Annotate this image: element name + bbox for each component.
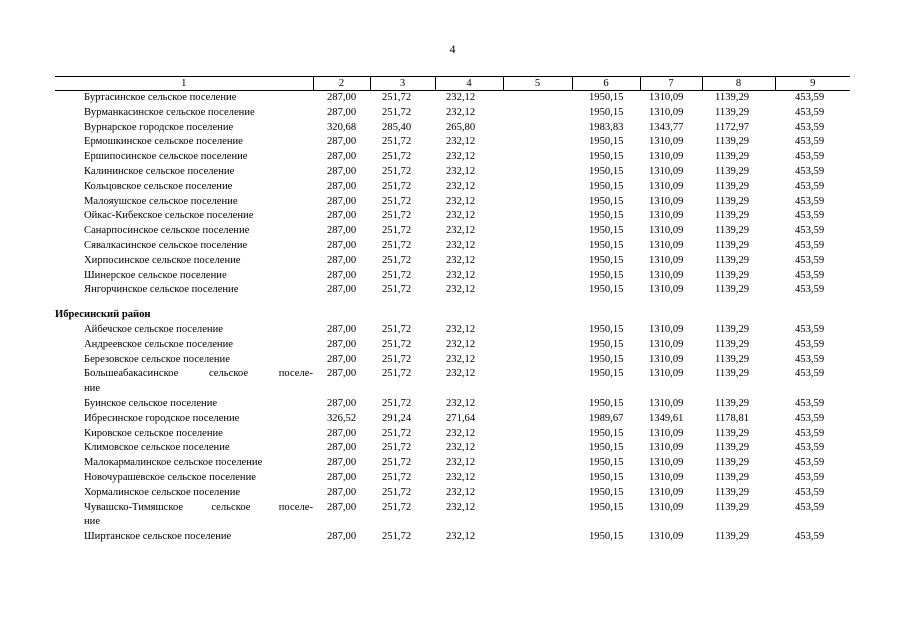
table-cell: 453,59 xyxy=(795,106,825,118)
table-cell: 1950,15 xyxy=(589,397,624,409)
table-cell: 287,00 xyxy=(327,368,357,380)
table-cell: 1139,29 xyxy=(715,225,750,237)
table-cell: 1310,09 xyxy=(649,92,684,103)
table-cell: 1139,29 xyxy=(715,106,750,118)
settlement-name: Вурнарское городское поселение xyxy=(84,121,234,133)
table-cell: 453,59 xyxy=(795,121,825,133)
settlement-name: Ширтанское сельское поселение xyxy=(84,531,232,543)
table-cell: 232,12 xyxy=(446,338,476,350)
table-row xyxy=(55,195,850,210)
table-cell: 453,59 xyxy=(795,165,825,177)
table-cell: 453,59 xyxy=(795,254,825,266)
table-cell: 1310,09 xyxy=(649,106,684,118)
settlement-name: Кольцовское сельское поселение xyxy=(84,180,233,192)
table-cell: 1950,15 xyxy=(589,151,624,163)
table-cell xyxy=(503,224,572,239)
table-cell: 1139,29 xyxy=(715,239,750,251)
table-cell: 232,12 xyxy=(446,486,476,498)
table-cell: 232,12 xyxy=(446,92,476,103)
spacer-row xyxy=(55,298,850,308)
table-row xyxy=(55,323,850,338)
table-cell: 232,12 xyxy=(446,151,476,163)
table-cell: 453,59 xyxy=(795,180,825,192)
table-cell: 232,12 xyxy=(446,353,476,365)
table-row xyxy=(55,180,850,195)
table-cell xyxy=(503,338,572,353)
table-cell: 287,00 xyxy=(327,427,357,439)
table-cell: 1139,29 xyxy=(715,195,750,207)
table-cell: 453,59 xyxy=(795,92,825,103)
table-cell: 287,00 xyxy=(327,501,357,513)
settlement-name: Андреевское сельское поселение xyxy=(84,338,233,350)
table-cell: 1139,29 xyxy=(715,136,750,148)
table-cell: 232,12 xyxy=(446,368,476,380)
table-row xyxy=(55,397,850,412)
table-cell: 1310,09 xyxy=(649,239,684,251)
table-cell: 287,00 xyxy=(327,239,357,251)
table-cell: 1139,29 xyxy=(715,254,750,266)
settlement-name: Климовское сельское поселение xyxy=(84,442,230,454)
column-header: 4 xyxy=(435,77,503,91)
table-row xyxy=(55,441,850,456)
table-cell: 1139,29 xyxy=(715,210,750,222)
column-header: 7 xyxy=(640,77,702,91)
table-cell: 1139,29 xyxy=(715,353,750,365)
settlement-name-line: Большеабакасинское сельское поселе- xyxy=(84,368,313,380)
settlement-name-line: ние xyxy=(84,516,101,528)
table-cell: 1349,61 xyxy=(649,412,684,424)
table-cell: 1310,09 xyxy=(649,323,684,335)
table-cell: 1950,15 xyxy=(589,486,624,498)
settlement-name: Новочурашевское сельское поселение xyxy=(84,471,256,483)
table-cell xyxy=(503,501,572,531)
table-cell: 1310,09 xyxy=(649,442,684,454)
settlement-name: Хормалинское сельское поселение xyxy=(84,486,241,498)
table-row xyxy=(55,353,850,368)
table-row xyxy=(55,106,850,121)
table-cell xyxy=(503,486,572,501)
settlement-name: Ершипосинское сельское поселение xyxy=(84,151,248,163)
table-cell: 453,59 xyxy=(795,239,825,251)
table-cell: 251,72 xyxy=(382,136,412,148)
table-cell: 1950,15 xyxy=(589,338,624,350)
table-cell: 251,72 xyxy=(382,353,412,365)
table-cell: 287,00 xyxy=(327,531,357,543)
table-cell: 232,12 xyxy=(446,442,476,454)
table-cell: 1950,15 xyxy=(589,442,624,454)
table-cell: 1950,15 xyxy=(589,501,624,513)
table-cell xyxy=(503,195,572,210)
table-cell: 1310,09 xyxy=(649,531,684,543)
settlement-name: Ибресинское городское поселение xyxy=(84,412,240,424)
table-cell: 1310,09 xyxy=(649,180,684,192)
table-cell: 251,72 xyxy=(382,368,412,380)
table-cell: 1983,83 xyxy=(589,121,624,133)
data-table xyxy=(55,76,850,545)
table-cell: 251,72 xyxy=(382,338,412,350)
table-cell: 453,59 xyxy=(795,353,825,365)
table-cell xyxy=(503,135,572,150)
table-cell: 251,72 xyxy=(382,151,412,163)
table-cell xyxy=(503,530,572,545)
table-cell: 232,12 xyxy=(446,397,476,409)
table-cell: 1950,15 xyxy=(589,239,624,251)
table-cell: 251,72 xyxy=(382,323,412,335)
table-cell: 232,12 xyxy=(446,501,476,513)
table-cell: 1310,09 xyxy=(649,397,684,409)
table-cell: 251,72 xyxy=(382,239,412,251)
table-cell: 251,72 xyxy=(382,165,412,177)
table-cell xyxy=(503,456,572,471)
table-cell: 1950,15 xyxy=(589,254,624,266)
table-cell: 453,59 xyxy=(795,531,825,543)
table-row xyxy=(55,135,850,150)
table-cell xyxy=(503,150,572,165)
table-cell: 1139,29 xyxy=(715,442,750,454)
table-cell: 453,59 xyxy=(795,136,825,148)
table-cell: 251,72 xyxy=(382,457,412,469)
table-row xyxy=(55,501,850,531)
table-cell: 1310,09 xyxy=(649,427,684,439)
table-cell: 251,72 xyxy=(382,92,412,103)
table-cell: 287,00 xyxy=(327,210,357,222)
table-cell: 1950,15 xyxy=(589,368,624,380)
table-cell: 1139,29 xyxy=(715,397,750,409)
page-number: 4 xyxy=(449,42,456,56)
table-cell: 287,00 xyxy=(327,397,357,409)
table-cell: 232,12 xyxy=(446,323,476,335)
table-cell: 1950,15 xyxy=(589,106,624,118)
table-cell: 287,00 xyxy=(327,442,357,454)
table-cell: 232,12 xyxy=(446,225,476,237)
column-header: 8 xyxy=(702,77,775,91)
table-row xyxy=(55,150,850,165)
table-cell: 287,00 xyxy=(327,195,357,207)
table-cell: 453,59 xyxy=(795,225,825,237)
settlement-name: Хирпосинское сельское поселение xyxy=(84,254,241,266)
settlement-name: Вурманкасинское сельское поселение xyxy=(84,106,255,118)
table-cell: 232,12 xyxy=(446,165,476,177)
settlement-name: Малокармалинское сельское поселение xyxy=(84,457,263,469)
table-cell: 232,12 xyxy=(446,106,476,118)
table-cell xyxy=(503,254,572,269)
table-cell: 251,72 xyxy=(382,106,412,118)
table-row xyxy=(55,91,850,106)
table-cell: 1139,29 xyxy=(715,338,750,350)
table-cell: 1310,09 xyxy=(649,136,684,148)
table-cell: 1310,09 xyxy=(649,165,684,177)
settlement-name xyxy=(55,501,313,531)
table-cell: 232,12 xyxy=(446,284,476,296)
table-cell: 1310,09 xyxy=(649,210,684,222)
table-cell xyxy=(503,239,572,254)
settlement-name: Янгорчинское сельское поселение xyxy=(84,284,239,296)
table-row xyxy=(55,412,850,427)
table-cell: 1950,15 xyxy=(589,269,624,281)
settlement-name xyxy=(55,367,313,397)
settlement-name-line: Чувашско-Тимяшское сельское поселе- xyxy=(84,501,313,513)
table-cell: 453,59 xyxy=(795,471,825,483)
table-cell: 287,00 xyxy=(327,106,357,118)
table-cell: 251,72 xyxy=(382,210,412,222)
table-cell: 251,72 xyxy=(382,471,412,483)
table-cell: 1310,09 xyxy=(649,486,684,498)
table-cell: 232,12 xyxy=(446,210,476,222)
table-cell: 1310,09 xyxy=(649,284,684,296)
column-header: 6 xyxy=(572,77,640,91)
table-cell: 1950,15 xyxy=(589,225,624,237)
table-row xyxy=(55,283,850,298)
settlement-name-line: ние xyxy=(84,383,101,395)
table-cell: 453,59 xyxy=(795,338,825,350)
table-row xyxy=(55,254,850,269)
table-cell: 1310,09 xyxy=(649,225,684,237)
table-cell: 453,59 xyxy=(795,151,825,163)
table-cell: 1950,15 xyxy=(589,353,624,365)
table-cell: 251,72 xyxy=(382,427,412,439)
table-cell xyxy=(503,471,572,486)
table-cell xyxy=(503,165,572,180)
table-cell: 251,72 xyxy=(382,180,412,192)
column-header: 2 xyxy=(313,77,370,91)
table-cell xyxy=(503,121,572,136)
table-cell xyxy=(503,106,572,121)
column-header: 1 xyxy=(55,77,313,91)
table-row xyxy=(55,471,850,486)
section-title: Ибресинский район xyxy=(55,309,151,321)
table-cell: 251,72 xyxy=(382,225,412,237)
column-header: 9 xyxy=(775,77,850,91)
table-cell: 1139,29 xyxy=(715,486,750,498)
table-cell: 287,00 xyxy=(327,353,357,365)
table-cell: 232,12 xyxy=(446,180,476,192)
table-cell: 287,00 xyxy=(327,165,357,177)
table-cell: 326,52 xyxy=(327,412,357,424)
table-cell: 1310,09 xyxy=(649,151,684,163)
table-cell: 1343,77 xyxy=(649,121,684,133)
settlement-name: Буинское сельское поселение xyxy=(84,397,218,409)
table-cell: 1310,09 xyxy=(649,195,684,207)
column-header: 3 xyxy=(370,77,435,91)
table-cell: 287,00 xyxy=(327,180,357,192)
table-cell: 1310,09 xyxy=(649,457,684,469)
table-row xyxy=(55,338,850,353)
settlement-name: Ойкас-Кибекское сельское поселение xyxy=(84,210,254,222)
table-row xyxy=(55,367,850,397)
table-cell xyxy=(503,412,572,427)
table-cell: 1950,15 xyxy=(589,284,624,296)
settlement-name: Санарпосинское сельское поселение xyxy=(84,225,250,237)
table-cell: 1310,09 xyxy=(649,353,684,365)
table-cell: 251,72 xyxy=(382,195,412,207)
table-cell: 1139,29 xyxy=(715,427,750,439)
table-cell: 1139,29 xyxy=(715,323,750,335)
spacer-cell xyxy=(55,298,850,308)
table-cell: 232,12 xyxy=(446,427,476,439)
table-cell: 453,59 xyxy=(795,457,825,469)
table-cell: 287,00 xyxy=(327,338,357,350)
table-cell: 232,12 xyxy=(446,531,476,543)
table-cell xyxy=(503,353,572,368)
table-row xyxy=(55,269,850,284)
table-cell: 1178,81 xyxy=(715,412,750,424)
table-cell: 1139,29 xyxy=(715,368,750,380)
table-cell: 1139,29 xyxy=(715,165,750,177)
table-cell: 287,00 xyxy=(327,254,357,266)
table-cell: 1310,09 xyxy=(649,501,684,513)
table-cell: 1950,15 xyxy=(589,136,624,148)
table-cell: 265,80 xyxy=(446,121,476,133)
table-cell xyxy=(503,397,572,412)
table-cell: 453,59 xyxy=(795,323,825,335)
table-cell: 453,59 xyxy=(795,195,825,207)
table-cell: 1950,15 xyxy=(589,457,624,469)
table-cell: 1310,09 xyxy=(649,471,684,483)
table-row xyxy=(55,427,850,442)
table-cell: 1172,97 xyxy=(715,121,750,133)
table-cell: 287,00 xyxy=(327,471,357,483)
settlement-name: Шинерское сельское поселение xyxy=(84,269,227,281)
table-cell: 287,00 xyxy=(327,225,357,237)
table-cell: 320,68 xyxy=(327,121,357,133)
table-cell: 287,00 xyxy=(327,457,357,469)
table-cell: 251,72 xyxy=(382,284,412,296)
settlement-name: Малояушское сельское поселение xyxy=(84,195,238,207)
table-cell: 1950,15 xyxy=(589,427,624,439)
table-cell xyxy=(503,283,572,298)
settlement-name: Айбечское сельское поселение xyxy=(84,323,223,335)
table-cell: 232,12 xyxy=(446,254,476,266)
table-cell: 1950,15 xyxy=(589,195,624,207)
column-header: 5 xyxy=(503,77,572,91)
table-row xyxy=(55,121,850,136)
table-cell: 453,59 xyxy=(795,284,825,296)
table-cell: 1139,29 xyxy=(715,269,750,281)
table-cell xyxy=(503,427,572,442)
table-cell: 1139,29 xyxy=(715,501,750,513)
table-cell: 453,59 xyxy=(795,269,825,281)
table-cell: 1950,15 xyxy=(589,531,624,543)
table-row xyxy=(55,239,850,254)
table-cell: 1950,15 xyxy=(589,210,624,222)
table-cell: 453,59 xyxy=(795,368,825,380)
settlement-name: Ермошкинское сельское поселение xyxy=(84,136,243,148)
table-cell xyxy=(503,180,572,195)
table-cell: 251,72 xyxy=(382,501,412,513)
table-cell: 287,00 xyxy=(327,284,357,296)
table-row xyxy=(55,165,850,180)
table-cell: 251,72 xyxy=(382,269,412,281)
settlement-name: Сявалкасинское сельское поселение xyxy=(84,239,248,251)
table-cell: 1139,29 xyxy=(715,284,750,296)
table-cell: 232,12 xyxy=(446,471,476,483)
table-cell xyxy=(503,441,572,456)
table-cell: 1950,15 xyxy=(589,323,624,335)
table-cell: 453,59 xyxy=(795,412,825,424)
table-cell: 287,00 xyxy=(327,323,357,335)
table-cell: 1139,29 xyxy=(715,92,750,103)
table-cell: 251,72 xyxy=(382,442,412,454)
table-cell: 232,12 xyxy=(446,239,476,251)
table-cell: 291,24 xyxy=(382,412,412,424)
table-cell: 1310,09 xyxy=(649,338,684,350)
table-cell: 232,12 xyxy=(446,457,476,469)
table-cell: 453,59 xyxy=(795,486,825,498)
table-cell: 251,72 xyxy=(382,531,412,543)
table-cell: 287,00 xyxy=(327,269,357,281)
section-row xyxy=(55,308,850,323)
table-cell: 453,59 xyxy=(795,427,825,439)
table-cell xyxy=(503,323,572,338)
table-cell xyxy=(503,269,572,284)
table-row xyxy=(55,530,850,545)
table-row xyxy=(55,456,850,471)
settlement-name: Калининское сельское поселение xyxy=(84,165,235,177)
table-row xyxy=(55,224,850,239)
table-cell: 1950,15 xyxy=(589,165,624,177)
table-cell: 287,00 xyxy=(327,151,357,163)
table-cell: 251,72 xyxy=(382,254,412,266)
table-cell: 287,00 xyxy=(327,92,357,103)
table-cell: 1139,29 xyxy=(715,151,750,163)
table-cell: 1139,29 xyxy=(715,180,750,192)
table-cell: 1950,15 xyxy=(589,471,624,483)
table-cell xyxy=(503,209,572,224)
table-cell: 271,64 xyxy=(446,412,476,424)
table-cell: 1310,09 xyxy=(649,269,684,281)
table-cell: 285,40 xyxy=(382,121,412,133)
table-cell: 453,59 xyxy=(795,397,825,409)
table-cell: 1310,09 xyxy=(649,254,684,266)
settlement-name: Кировское сельское поселение xyxy=(84,427,223,439)
table-cell xyxy=(503,91,572,106)
table-cell: 1310,09 xyxy=(649,368,684,380)
table-cell: 453,59 xyxy=(795,501,825,513)
table-cell: 232,12 xyxy=(446,269,476,281)
table-cell: 1950,15 xyxy=(589,92,624,103)
settlement-name: Березовское сельское поселение xyxy=(84,353,230,365)
settlement-name: Буртасинское сельское поселение xyxy=(84,92,237,103)
table-row xyxy=(55,209,850,224)
table-row xyxy=(55,486,850,501)
table-cell: 287,00 xyxy=(327,486,357,498)
table-cell: 453,59 xyxy=(795,210,825,222)
table-cell xyxy=(503,367,572,397)
table-cell: 251,72 xyxy=(382,397,412,409)
table-cell: 1950,15 xyxy=(589,180,624,192)
table-cell: 251,72 xyxy=(382,486,412,498)
table-cell: 1139,29 xyxy=(715,457,750,469)
table-cell: 1139,29 xyxy=(715,531,750,543)
table-cell: 287,00 xyxy=(327,136,357,148)
header-row xyxy=(55,77,850,91)
table-cell: 1989,67 xyxy=(589,412,624,424)
table-cell: 453,59 xyxy=(795,442,825,454)
table-cell: 1139,29 xyxy=(715,471,750,483)
table-cell: 232,12 xyxy=(446,136,476,148)
table-cell: 232,12 xyxy=(446,195,476,207)
